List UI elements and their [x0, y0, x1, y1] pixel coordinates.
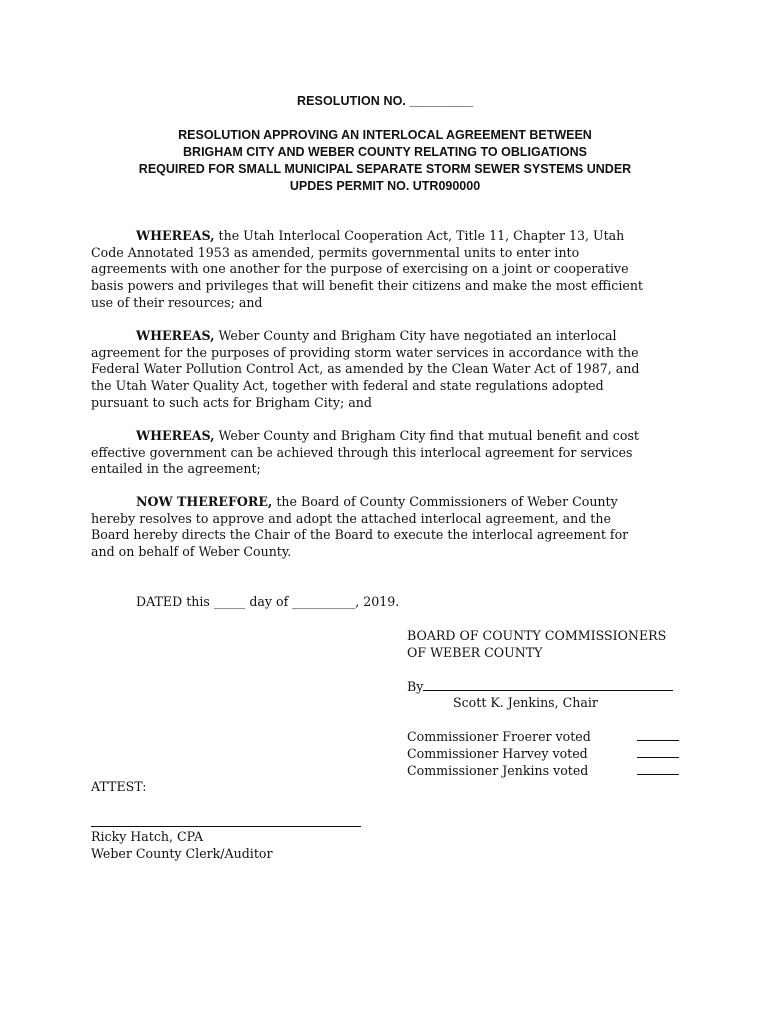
paragraph-text: Weber County and Brigham City find that mutual benefit and cost	[214, 428, 639, 443]
whereas-paragraph-3	[91, 428, 676, 478]
vote-blank-line	[637, 729, 679, 741]
vote-row	[407, 762, 679, 779]
signer-name: Scott K. Jenkins, Chair	[453, 695, 598, 710]
paragraph-line: and on behalf of Weber County.	[91, 544, 292, 560]
title-line: REQUIRED FOR SMALL MUNICIPAL SEPARATE STORM SEWER SYSTEMS UNDER	[138, 162, 632, 176]
clerk-title: Weber County Clerk/Auditor	[91, 846, 273, 861]
paragraph-line: basis powers and privileges that will benefit their citizens and make the most efficient	[91, 278, 643, 294]
title-line: RESOLUTION APPROVING AN INTERLOCAL AGREEMENT BETWEEN	[178, 128, 592, 142]
paragraph-lead: WHEREAS,	[136, 428, 215, 443]
whereas-paragraph-1	[91, 228, 676, 312]
resolution-title	[90, 127, 680, 195]
attest-label: ATTEST:	[91, 779, 147, 794]
title-line: BRIGHAM CITY AND WEBER COUNTY RELATING TO OBLIGATIONS	[183, 145, 587, 159]
paragraph-lead: WHEREAS,	[136, 228, 215, 243]
board-name-line: BOARD OF COUNTY COMMISSIONERS	[407, 628, 667, 643]
attest-signature-line	[91, 826, 361, 827]
vote-blank-line	[637, 746, 679, 758]
paragraph-text: the Utah Interlocal Cooperation Act, Title 11, Chapter 13, Utah	[214, 228, 625, 243]
paragraph-line: use of their resources; and	[91, 294, 263, 310]
paragraph-text: the Board of County Commissioners of Weber County	[272, 494, 618, 509]
whereas-paragraph-2	[91, 328, 676, 412]
board-heading	[407, 628, 666, 661]
paragraph-line: effective government can be achieved through this interlocal agreement for services	[91, 444, 633, 460]
vote-row	[407, 745, 679, 762]
paragraph-line: agreements with one another for the purpose of exercising on a joint or cooperative	[91, 261, 629, 277]
vote-label: Commissioner Froerer voted	[407, 729, 591, 744]
board-name-line: OF WEBER COUNTY	[407, 644, 543, 660]
paragraph-text: Weber County and Brigham City have negotiated an interlocal	[214, 328, 617, 343]
paragraph-line: Federal Water Pollution Control Act, as amended by the Clean Water Act of 1987, and	[91, 361, 640, 377]
paragraph-line: entailed in the agreement;	[91, 461, 261, 477]
by-label: By	[407, 679, 424, 694]
signature-by	[407, 678, 673, 694]
paragraph-line: hereby resolves to approve and adopt the attached interlocal agreement, and the	[91, 510, 611, 526]
paragraph-lead: NOW THEREFORE,	[136, 494, 273, 509]
now-therefore-paragraph	[91, 494, 676, 561]
clerk-block	[91, 828, 273, 862]
paragraph-line: Board hereby directs the Chair of the Board to execute the interlocal agreement for	[91, 527, 629, 543]
clerk-name: Ricky Hatch, CPA	[91, 829, 204, 844]
paragraph-line: the Utah Water Quality Act, together with federal and state regulations adopted	[91, 378, 604, 394]
dated-line: DATED this _____ day of __________, 2019.	[136, 594, 400, 609]
vote-blank-line	[637, 763, 679, 775]
signature-line	[423, 678, 673, 691]
paragraph-line: agreement for the purposes of providing storm water services in accordance with the	[91, 344, 639, 360]
paragraph-line: Code Annotated 1953 as amended, permits governmental units to enter into	[91, 244, 580, 260]
paragraph-line: pursuant to such acts for Brigham City; and	[91, 394, 372, 410]
resolution-number: RESOLUTION NO. _________	[296, 94, 474, 108]
vote-label: Commissioner Harvey voted	[407, 746, 588, 761]
paragraph-lead: WHEREAS,	[136, 328, 215, 343]
vote-label: Commissioner Jenkins voted	[407, 763, 589, 778]
commissioner-votes	[407, 728, 679, 779]
title-line: UPDES PERMIT NO. UTR090000	[289, 179, 481, 193]
vote-row	[407, 728, 679, 745]
